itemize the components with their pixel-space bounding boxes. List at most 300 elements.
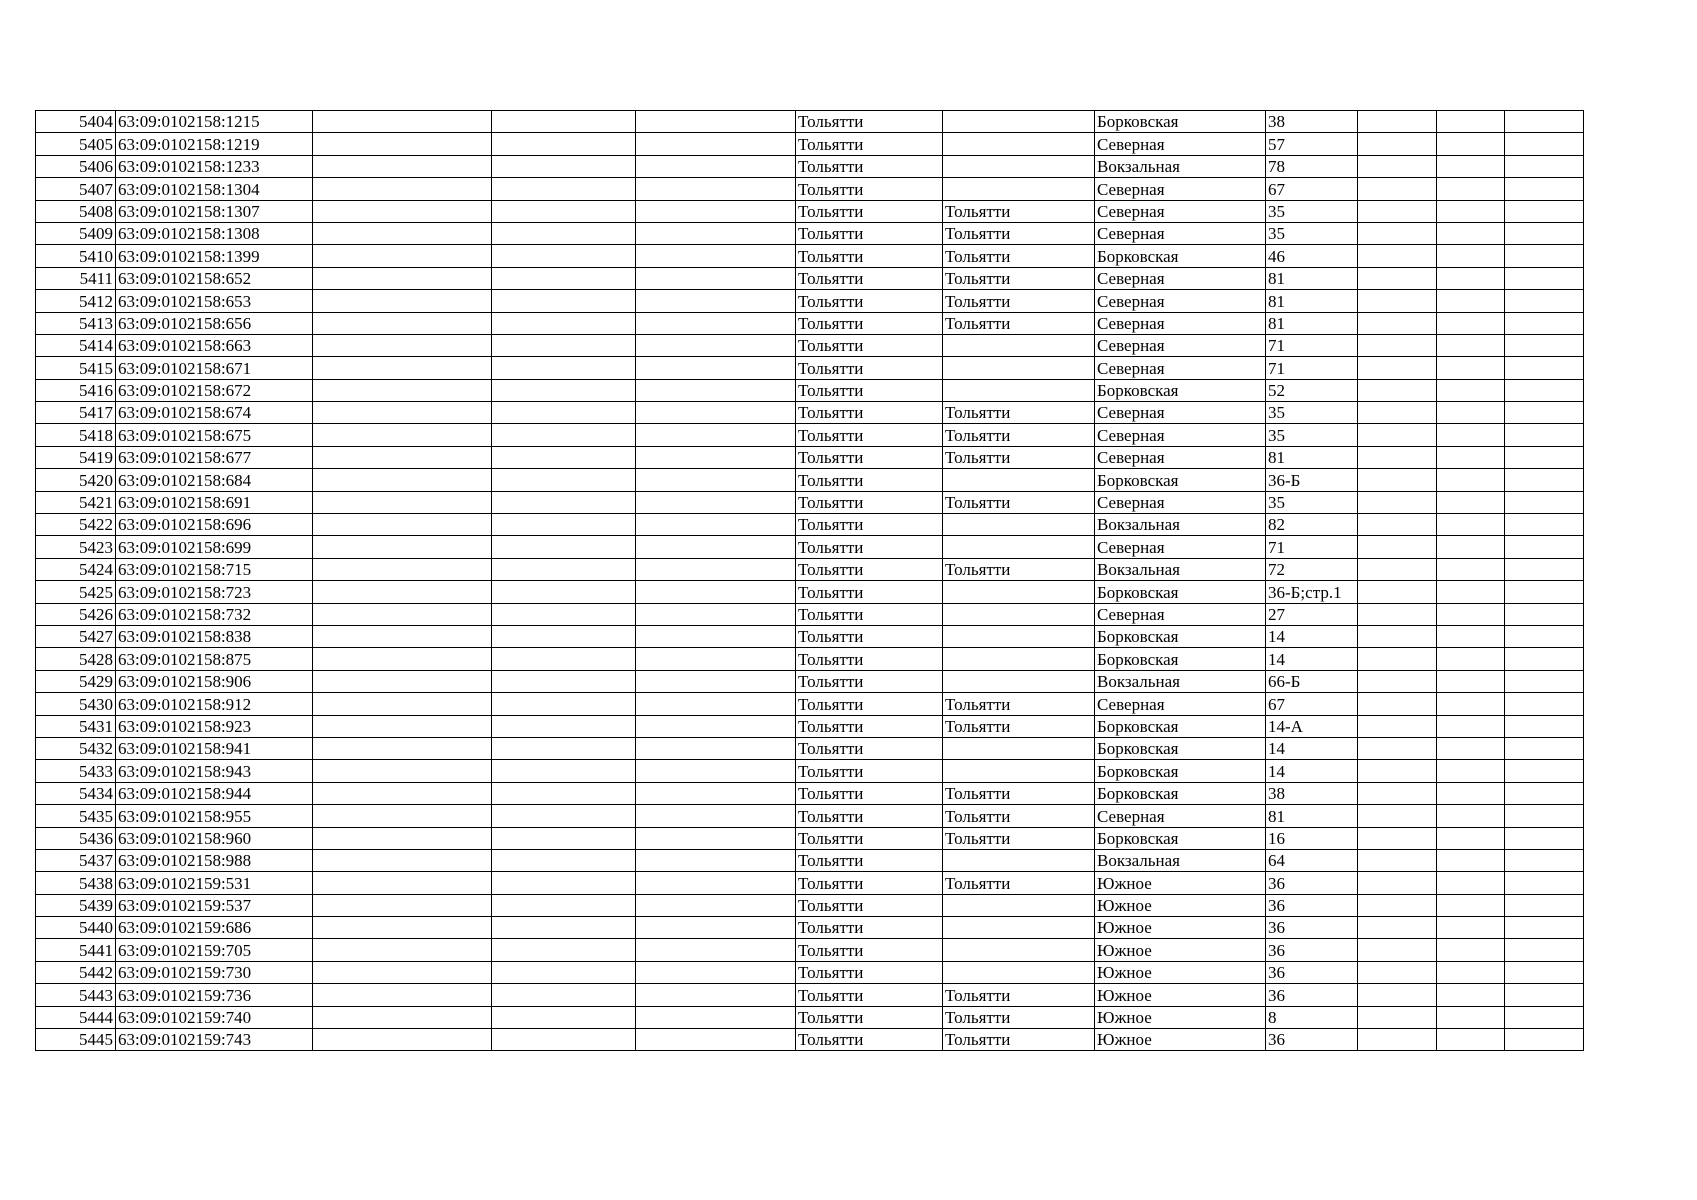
house-cell: 67	[1266, 178, 1358, 200]
empty-cell	[313, 737, 492, 759]
empty-cell	[1358, 1006, 1437, 1028]
cadastral-number: 63:09:0102158:653	[116, 290, 313, 312]
row-number: 5422	[36, 514, 116, 536]
empty-cell	[313, 155, 492, 177]
row-number: 5440	[36, 917, 116, 939]
city-cell: Тольятти	[796, 402, 943, 424]
street-cell: Вокзальная	[1095, 670, 1266, 692]
empty-cell	[313, 178, 492, 200]
empty-cell	[636, 245, 796, 267]
empty-cell	[1505, 715, 1584, 737]
house-cell: 52	[1266, 379, 1358, 401]
empty-cell	[636, 693, 796, 715]
city-cell: Тольятти	[796, 603, 943, 625]
street-cell: Борковская	[1095, 760, 1266, 782]
table-row	[36, 715, 1584, 737]
locality-cell: Тольятти	[943, 446, 1095, 468]
empty-cell	[1437, 312, 1505, 334]
street-cell: Южное	[1095, 894, 1266, 916]
empty-cell	[1358, 872, 1437, 894]
locality-cell: Тольятти	[943, 715, 1095, 737]
cadastral-number: 63:09:0102158:988	[116, 849, 313, 871]
empty-cell	[1505, 491, 1584, 513]
street-cell: Северная	[1095, 446, 1266, 468]
table-row	[36, 961, 1584, 983]
city-cell: Тольятти	[796, 805, 943, 827]
empty-cell	[636, 805, 796, 827]
house-cell: 36	[1266, 872, 1358, 894]
row-number: 5407	[36, 178, 116, 200]
empty-cell	[492, 558, 636, 580]
city-cell: Тольятти	[796, 737, 943, 759]
locality-cell	[943, 111, 1095, 133]
table-row	[36, 267, 1584, 289]
empty-cell	[1358, 312, 1437, 334]
city-cell: Тольятти	[796, 222, 943, 244]
empty-cell	[1505, 1029, 1584, 1051]
table-row	[36, 155, 1584, 177]
empty-cell	[1358, 1029, 1437, 1051]
street-cell: Северная	[1095, 312, 1266, 334]
empty-cell	[636, 648, 796, 670]
table-row	[36, 939, 1584, 961]
street-cell: Борковская	[1095, 737, 1266, 759]
city-cell: Тольятти	[796, 155, 943, 177]
row-number: 5413	[36, 312, 116, 334]
cadastral-table	[35, 110, 1584, 1051]
table-row	[36, 491, 1584, 513]
row-number: 5444	[36, 1006, 116, 1028]
street-cell: Северная	[1095, 402, 1266, 424]
empty-cell	[1358, 424, 1437, 446]
empty-cell	[1437, 514, 1505, 536]
house-cell: 72	[1266, 558, 1358, 580]
row-number: 5434	[36, 782, 116, 804]
house-cell: 36	[1266, 894, 1358, 916]
empty-cell	[313, 357, 492, 379]
table-row	[36, 558, 1584, 580]
empty-cell	[636, 446, 796, 468]
empty-cell	[313, 872, 492, 894]
empty-cell	[1437, 200, 1505, 222]
empty-cell	[1358, 222, 1437, 244]
empty-cell	[1358, 290, 1437, 312]
table-row	[36, 1006, 1584, 1028]
empty-cell	[1437, 245, 1505, 267]
street-cell: Вокзальная	[1095, 558, 1266, 580]
empty-cell	[636, 782, 796, 804]
empty-cell	[1358, 245, 1437, 267]
row-number: 5430	[36, 693, 116, 715]
city-cell: Тольятти	[796, 1006, 943, 1028]
empty-cell	[1437, 603, 1505, 625]
empty-cell	[1505, 155, 1584, 177]
empty-cell	[1437, 424, 1505, 446]
empty-cell	[636, 200, 796, 222]
empty-cell	[636, 402, 796, 424]
empty-cell	[1358, 536, 1437, 558]
street-cell: Северная	[1095, 357, 1266, 379]
empty-cell	[313, 581, 492, 603]
cadastral-number: 63:09:0102158:691	[116, 491, 313, 513]
locality-cell: Тольятти	[943, 1006, 1095, 1028]
row-number: 5424	[36, 558, 116, 580]
cadastral-number: 63:09:0102159:531	[116, 872, 313, 894]
locality-cell: Тольятти	[943, 782, 1095, 804]
house-cell: 36	[1266, 984, 1358, 1006]
cadastral-number: 63:09:0102158:677	[116, 446, 313, 468]
city-cell: Тольятти	[796, 558, 943, 580]
empty-cell	[492, 625, 636, 647]
street-cell: Борковская	[1095, 715, 1266, 737]
empty-cell	[313, 469, 492, 491]
empty-cell	[492, 111, 636, 133]
cadastral-number: 63:09:0102159:743	[116, 1029, 313, 1051]
empty-cell	[1358, 827, 1437, 849]
locality-cell	[943, 760, 1095, 782]
empty-cell	[1505, 312, 1584, 334]
empty-cell	[492, 290, 636, 312]
locality-cell: Тольятти	[943, 805, 1095, 827]
empty-cell	[492, 312, 636, 334]
house-cell: 81	[1266, 805, 1358, 827]
empty-cell	[636, 984, 796, 1006]
empty-cell	[492, 446, 636, 468]
empty-cell	[636, 424, 796, 446]
row-number: 5442	[36, 961, 116, 983]
city-cell: Тольятти	[796, 939, 943, 961]
empty-cell	[492, 961, 636, 983]
empty-cell	[1437, 536, 1505, 558]
empty-cell	[1358, 782, 1437, 804]
cadastral-number: 63:09:0102158:1399	[116, 245, 313, 267]
city-cell: Тольятти	[796, 961, 943, 983]
locality-cell	[943, 469, 1095, 491]
house-cell: 46	[1266, 245, 1358, 267]
city-cell: Тольятти	[796, 469, 943, 491]
house-cell: 36	[1266, 917, 1358, 939]
street-cell: Южное	[1095, 939, 1266, 961]
table-row	[36, 536, 1584, 558]
empty-cell	[492, 939, 636, 961]
row-number: 5445	[36, 1029, 116, 1051]
house-cell: 67	[1266, 693, 1358, 715]
locality-cell: Тольятти	[943, 558, 1095, 580]
house-cell: 36	[1266, 961, 1358, 983]
row-number: 5439	[36, 894, 116, 916]
table-row	[36, 872, 1584, 894]
empty-cell	[492, 648, 636, 670]
locality-cell	[943, 133, 1095, 155]
table-row	[36, 603, 1584, 625]
empty-cell	[636, 917, 796, 939]
empty-cell	[1358, 603, 1437, 625]
empty-cell	[1437, 133, 1505, 155]
empty-cell	[492, 984, 636, 1006]
table-row	[36, 1029, 1584, 1051]
locality-cell	[943, 379, 1095, 401]
empty-cell	[1437, 849, 1505, 871]
empty-cell	[313, 312, 492, 334]
table-row	[36, 379, 1584, 401]
house-cell: 81	[1266, 290, 1358, 312]
empty-cell	[636, 222, 796, 244]
cadastral-number: 63:09:0102158:663	[116, 334, 313, 356]
locality-cell	[943, 625, 1095, 647]
empty-cell	[1437, 1006, 1505, 1028]
house-cell: 14	[1266, 760, 1358, 782]
cadastral-number: 63:09:0102158:912	[116, 693, 313, 715]
table-row	[36, 805, 1584, 827]
row-number: 5405	[36, 133, 116, 155]
empty-cell	[492, 715, 636, 737]
empty-cell	[313, 200, 492, 222]
empty-cell	[313, 536, 492, 558]
empty-cell	[492, 917, 636, 939]
empty-cell	[1505, 133, 1584, 155]
city-cell: Тольятти	[796, 245, 943, 267]
locality-cell: Тольятти	[943, 872, 1095, 894]
empty-cell	[313, 491, 492, 513]
empty-cell	[636, 625, 796, 647]
empty-cell	[636, 536, 796, 558]
city-cell: Тольятти	[796, 446, 943, 468]
empty-cell	[1437, 581, 1505, 603]
empty-cell	[492, 491, 636, 513]
empty-cell	[1358, 178, 1437, 200]
empty-cell	[492, 334, 636, 356]
empty-cell	[1358, 111, 1437, 133]
street-cell: Северная	[1095, 334, 1266, 356]
empty-cell	[1505, 603, 1584, 625]
empty-cell	[636, 469, 796, 491]
city-cell: Тольятти	[796, 1029, 943, 1051]
empty-cell	[1505, 446, 1584, 468]
empty-cell	[636, 111, 796, 133]
row-number: 5426	[36, 603, 116, 625]
cadastral-number: 63:09:0102158:684	[116, 469, 313, 491]
row-number: 5404	[36, 111, 116, 133]
empty-cell	[1505, 267, 1584, 289]
street-cell: Южное	[1095, 1006, 1266, 1028]
table-row	[36, 178, 1584, 200]
house-cell: 36-Б;стр.1	[1266, 581, 1358, 603]
street-cell: Северная	[1095, 424, 1266, 446]
row-number: 5412	[36, 290, 116, 312]
city-cell: Тольятти	[796, 782, 943, 804]
empty-cell	[492, 267, 636, 289]
city-cell: Тольятти	[796, 917, 943, 939]
table-row	[36, 894, 1584, 916]
empty-cell	[1358, 894, 1437, 916]
empty-cell	[636, 760, 796, 782]
street-cell: Южное	[1095, 917, 1266, 939]
street-cell: Северная	[1095, 693, 1266, 715]
cadastral-number: 63:09:0102158:715	[116, 558, 313, 580]
empty-cell	[1358, 917, 1437, 939]
empty-cell	[1437, 1029, 1505, 1051]
row-number: 5409	[36, 222, 116, 244]
empty-cell	[636, 178, 796, 200]
house-cell: 71	[1266, 536, 1358, 558]
cadastral-number: 63:09:0102158:696	[116, 514, 313, 536]
empty-cell	[313, 939, 492, 961]
house-cell: 81	[1266, 267, 1358, 289]
empty-cell	[313, 827, 492, 849]
city-cell: Тольятти	[796, 312, 943, 334]
street-cell: Северная	[1095, 178, 1266, 200]
city-cell: Тольятти	[796, 715, 943, 737]
empty-cell	[636, 379, 796, 401]
empty-cell	[1505, 469, 1584, 491]
empty-cell	[1358, 514, 1437, 536]
cadastral-number: 63:09:0102158:955	[116, 805, 313, 827]
empty-cell	[1505, 379, 1584, 401]
empty-cell	[636, 1006, 796, 1028]
empty-cell	[1358, 446, 1437, 468]
locality-cell: Тольятти	[943, 827, 1095, 849]
empty-cell	[1437, 290, 1505, 312]
table-row	[36, 334, 1584, 356]
empty-cell	[1437, 357, 1505, 379]
city-cell: Тольятти	[796, 200, 943, 222]
locality-cell	[943, 939, 1095, 961]
empty-cell	[492, 133, 636, 155]
empty-cell	[492, 872, 636, 894]
empty-cell	[1437, 402, 1505, 424]
table-row	[36, 760, 1584, 782]
cadastral-number: 63:09:0102158:671	[116, 357, 313, 379]
empty-cell	[492, 1006, 636, 1028]
cadastral-number: 63:09:0102158:875	[116, 648, 313, 670]
locality-cell	[943, 961, 1095, 983]
cadastral-number: 63:09:0102158:943	[116, 760, 313, 782]
row-number: 5441	[36, 939, 116, 961]
empty-cell	[636, 939, 796, 961]
table-row	[36, 693, 1584, 715]
empty-cell	[492, 200, 636, 222]
table-row	[36, 514, 1584, 536]
empty-cell	[492, 178, 636, 200]
empty-cell	[1505, 514, 1584, 536]
row-number: 5433	[36, 760, 116, 782]
city-cell: Тольятти	[796, 267, 943, 289]
table-row	[36, 827, 1584, 849]
table-body	[36, 111, 1584, 1051]
row-number: 5425	[36, 581, 116, 603]
house-cell: 27	[1266, 603, 1358, 625]
table-row	[36, 424, 1584, 446]
empty-cell	[1358, 491, 1437, 513]
row-number: 5418	[36, 424, 116, 446]
empty-cell	[1437, 894, 1505, 916]
empty-cell	[492, 760, 636, 782]
cadastral-number: 63:09:0102158:960	[116, 827, 313, 849]
locality-cell: Тольятти	[943, 222, 1095, 244]
house-cell: 71	[1266, 357, 1358, 379]
empty-cell	[1505, 1006, 1584, 1028]
empty-cell	[492, 603, 636, 625]
house-cell: 36	[1266, 1029, 1358, 1051]
street-cell: Борковская	[1095, 111, 1266, 133]
row-number: 5436	[36, 827, 116, 849]
house-cell: 82	[1266, 514, 1358, 536]
data-sheet	[35, 110, 1584, 1051]
empty-cell	[492, 737, 636, 759]
street-cell: Северная	[1095, 222, 1266, 244]
row-number: 5414	[36, 334, 116, 356]
house-cell: 57	[1266, 133, 1358, 155]
empty-cell	[492, 357, 636, 379]
empty-cell	[1505, 737, 1584, 759]
empty-cell	[1505, 849, 1584, 871]
table-row	[36, 917, 1584, 939]
empty-cell	[313, 446, 492, 468]
empty-cell	[1437, 446, 1505, 468]
empty-cell	[636, 581, 796, 603]
empty-cell	[492, 469, 636, 491]
empty-cell	[1358, 133, 1437, 155]
empty-cell	[492, 402, 636, 424]
locality-cell	[943, 603, 1095, 625]
city-cell: Тольятти	[796, 827, 943, 849]
empty-cell	[492, 155, 636, 177]
empty-cell	[636, 894, 796, 916]
table-row	[36, 200, 1584, 222]
cadastral-number: 63:09:0102158:675	[116, 424, 313, 446]
cadastral-number: 63:09:0102158:672	[116, 379, 313, 401]
locality-cell	[943, 334, 1095, 356]
row-number: 5406	[36, 155, 116, 177]
locality-cell: Тольятти	[943, 984, 1095, 1006]
empty-cell	[1437, 267, 1505, 289]
house-cell: 35	[1266, 424, 1358, 446]
empty-cell	[636, 670, 796, 692]
row-number: 5432	[36, 737, 116, 759]
cadastral-number: 63:09:0102158:732	[116, 603, 313, 625]
house-cell: 64	[1266, 849, 1358, 871]
street-cell: Южное	[1095, 1029, 1266, 1051]
empty-cell	[1358, 267, 1437, 289]
empty-cell	[1505, 200, 1584, 222]
empty-cell	[492, 1029, 636, 1051]
empty-cell	[313, 245, 492, 267]
house-cell: 14	[1266, 625, 1358, 647]
cadastral-number: 63:09:0102158:944	[116, 782, 313, 804]
row-number: 5416	[36, 379, 116, 401]
empty-cell	[636, 737, 796, 759]
empty-cell	[1358, 849, 1437, 871]
city-cell: Тольятти	[796, 334, 943, 356]
table-row	[36, 133, 1584, 155]
empty-cell	[636, 872, 796, 894]
locality-cell	[943, 894, 1095, 916]
empty-cell	[636, 334, 796, 356]
row-number: 5427	[36, 625, 116, 647]
empty-cell	[492, 849, 636, 871]
empty-cell	[1505, 424, 1584, 446]
empty-cell	[636, 715, 796, 737]
cadastral-number: 63:09:0102158:1219	[116, 133, 313, 155]
empty-cell	[1437, 805, 1505, 827]
empty-cell	[1358, 737, 1437, 759]
empty-cell	[313, 625, 492, 647]
city-cell: Тольятти	[796, 581, 943, 603]
empty-cell	[1358, 200, 1437, 222]
street-cell: Северная	[1095, 200, 1266, 222]
empty-cell	[313, 693, 492, 715]
table-row	[36, 446, 1584, 468]
